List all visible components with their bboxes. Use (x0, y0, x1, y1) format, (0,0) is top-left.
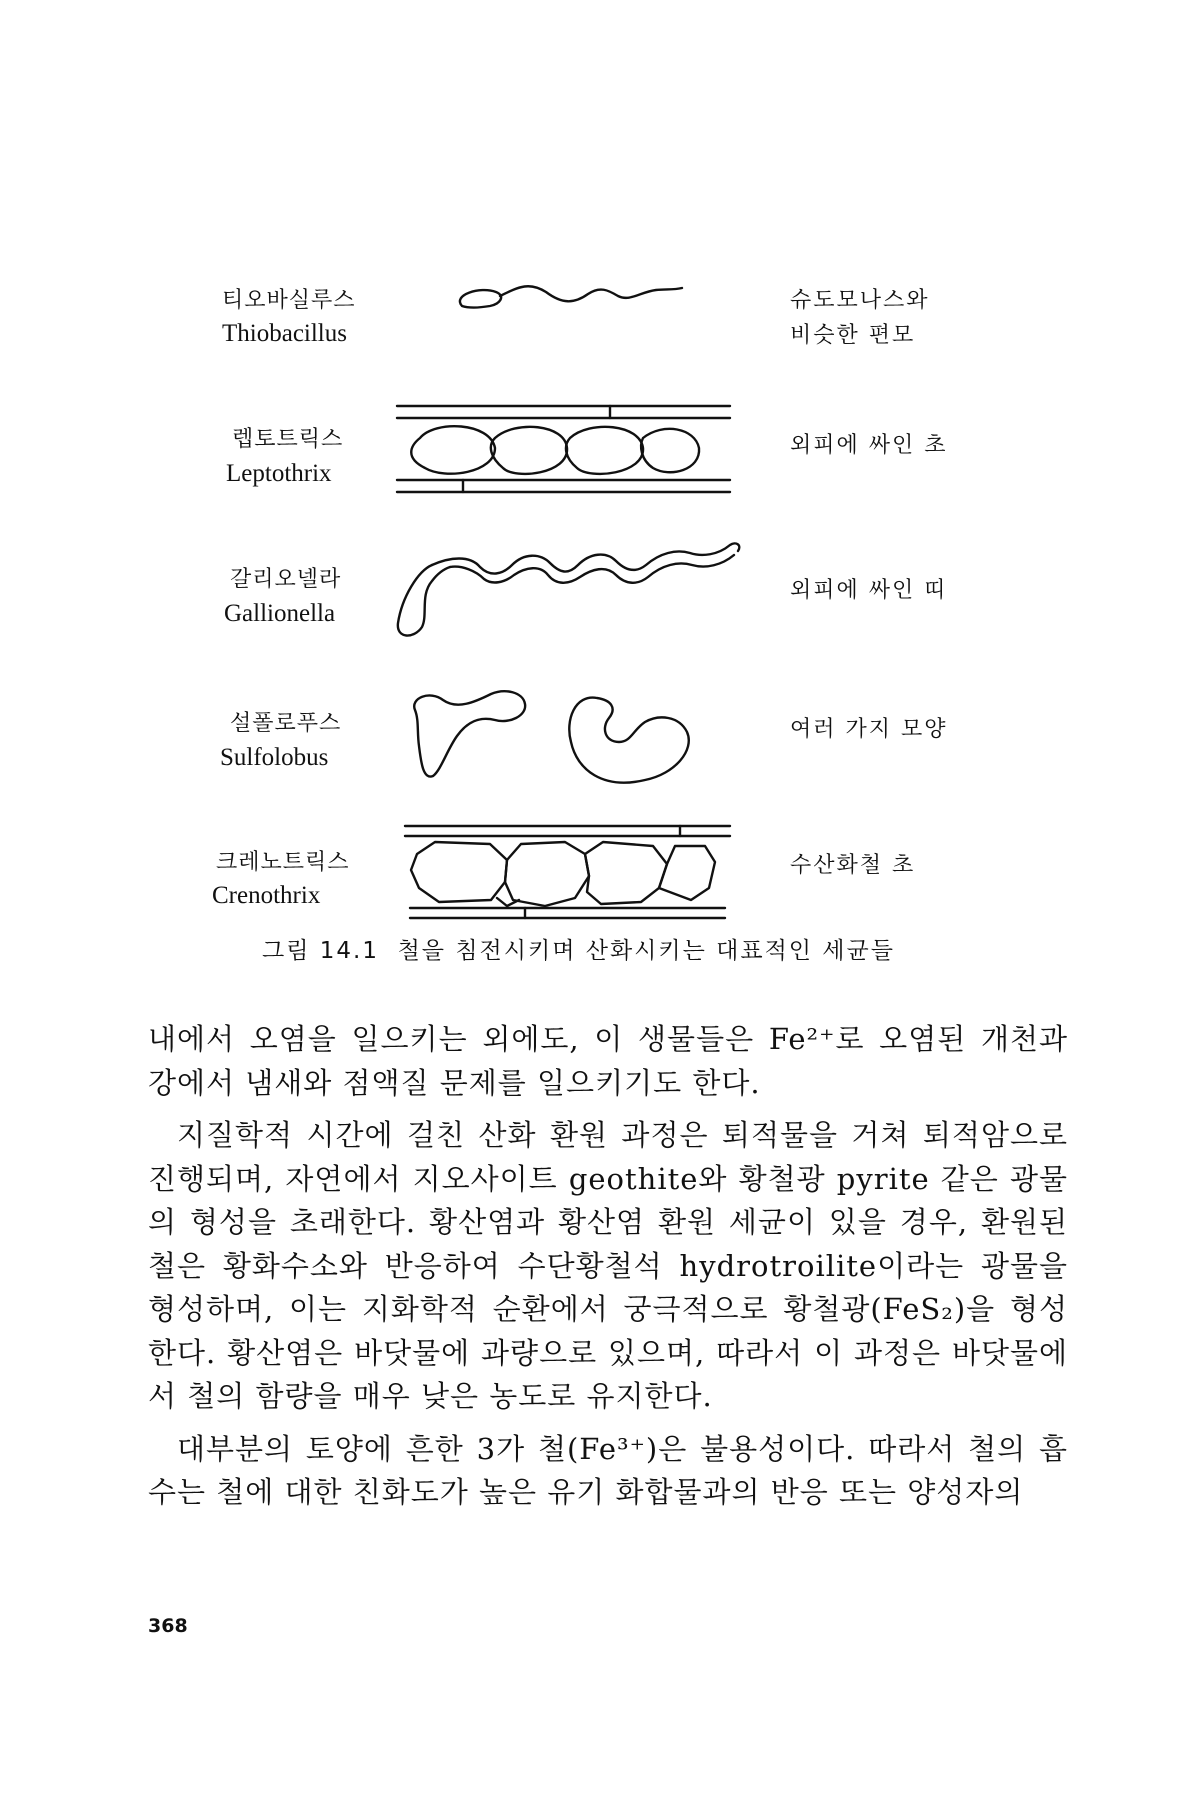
page-number: 368 (148, 1615, 188, 1637)
lobed-cells-icon (405, 680, 705, 800)
organism-latin-name: Sulfolobus (220, 744, 329, 771)
paragraph: 내에서 오염을 일으키는 외에도, 이 생물들은 Fe²⁺로 오염된 개천과 강에서 냄새와 점액질 문제를 일으키기도 한다. (148, 1022, 1068, 1100)
organism-korean-name: 갈리오넬라 (230, 567, 342, 592)
organism-description: 여러 가지 모양 (790, 717, 948, 742)
stalked-band-icon (380, 535, 760, 645)
organism-description: 수산화철 초 (790, 853, 916, 878)
organism-description: 비슷한 편모 (790, 323, 916, 348)
organism-latin-name: Gallionella (224, 600, 336, 627)
sheathed-chain-icon (395, 398, 735, 498)
figure-caption: 그림 14.1 철을 침전시키며 산화시키는 대표적인 세균들 (262, 938, 895, 964)
body-text (148, 1018, 1068, 1515)
paragraph: 지질학적 시간에 걸친 산화 환원 과정은 퇴적물을 거쳐 퇴적암으로 진행되며, 자연에서 지오사이트 geothite와 황철광 pyrite 같은 광물의 형성을 초래한다. 황산염과 황산염 환원 세균이 있을 경우, 환원된 철은 황화수소와 반응하여 수단황철석 hydrotroilite이라는 광물을 형성하며, 이는 지화학적 순환에서 궁극적으로 황철광(FeS₂)을 형성한다. 황산염은 바닷물에 과량으로 있으며, 따라서 이 과정은 바닷물에서 철의 함량을 매우 낮은 농도로 유지한다. (148, 1118, 1068, 1413)
organism-latin-name: Crenothrix (212, 882, 321, 909)
paragraph: 대부분의 토양에 흔한 3가 철(Fe³⁺)은 불용성이다. 따라서 철의 흡수는 철에 대한 친화도가 높은 유기 화합물과의 반응 또는 양성자의 (148, 1431, 1068, 1509)
organism-korean-name: 렙토트릭스 (232, 427, 344, 452)
organism-description: 슈도모나스와 (790, 288, 930, 313)
organism-korean-name: 설폴로푸스 (230, 711, 342, 736)
organism-description: 외피에 싸인 띠 (790, 578, 948, 603)
rod-with-flagellum-icon (450, 280, 690, 330)
organism-description: 외피에 싸인 초 (790, 433, 948, 458)
iron-sheath-icon (395, 820, 735, 920)
organism-korean-name: 티오바실루스 (222, 288, 356, 313)
organism-latin-name: Thiobacillus (222, 320, 347, 347)
organism-korean-name: 크레노트릭스 (216, 850, 350, 875)
organism-latin-name: Leptothrix (226, 460, 332, 487)
